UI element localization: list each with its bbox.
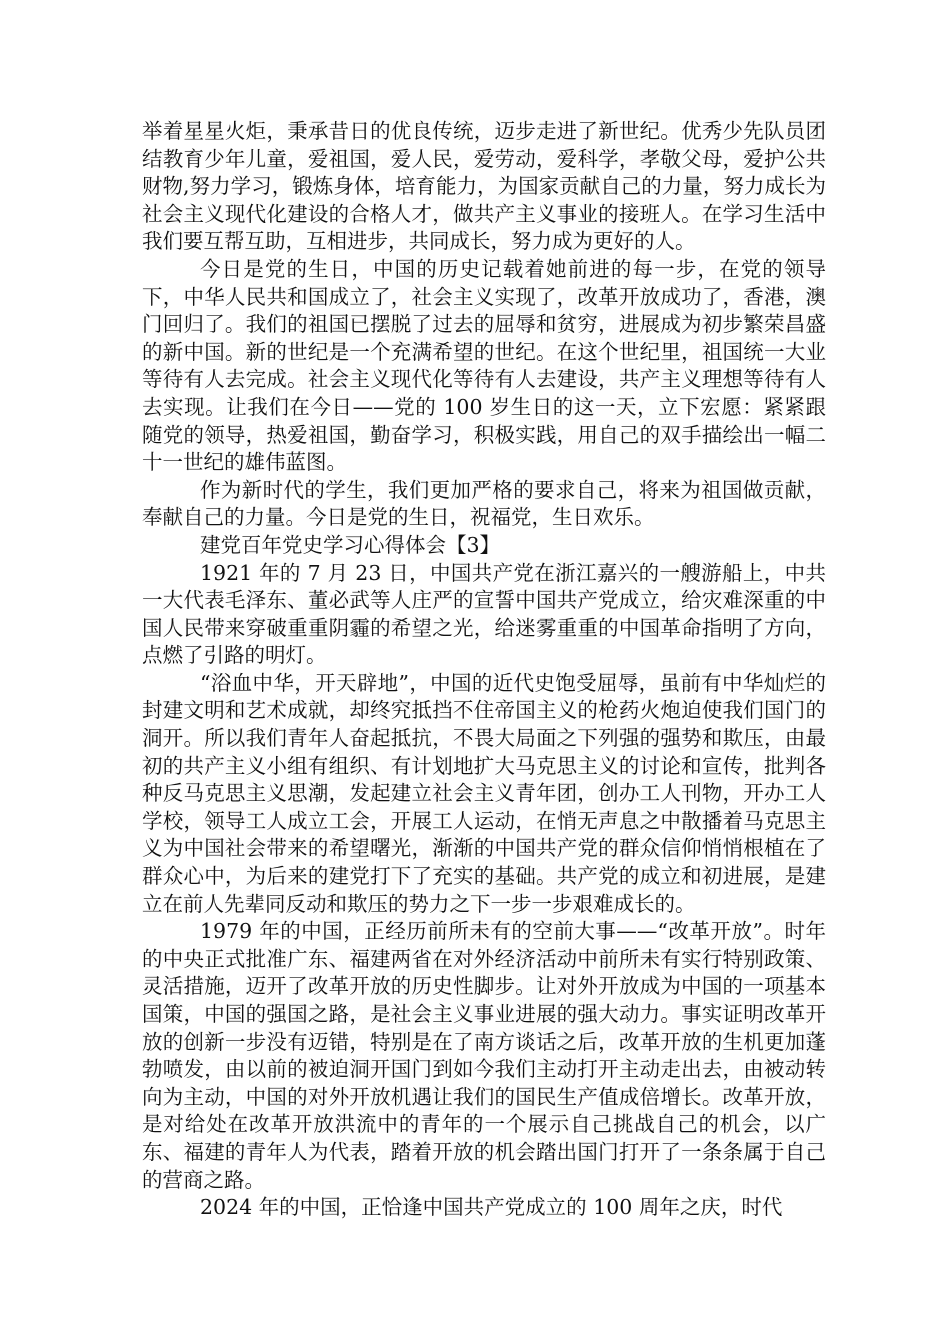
section-heading: 建党百年党史学习心得体会【3】 — [200, 532, 501, 557]
section-paragraph-1: 1921 年的 7 月 23 日，中国共产党在浙江嘉兴的一艘游船上，中共一大代表毛泽东、董必武等人庄严的宣誓中国共产党成立，给灾难深重的中国人民带来穿破重重阴霾的希望之光，给迷雾重重的中国革命指明了方向，点燃了引路的明灯。 — [142, 560, 826, 668]
section-paragraph-4: 2024 年的中国，正恰逢中国共产党成立的 100 周年之庆，时代 — [200, 1195, 783, 1220]
paragraph-2: 今日是党的生日，中国的历史记载着她前进的每一步，在党的领导下，中华人民共和国成立了，社会主义实现了，改革开放成功了，香港，澳门回归了。我们的祖国已摆脱了过去的屈辱和贫穷，进展成为初步繁荣昌盛的新中国。新的世纪是一个充满希望的世纪。在这个世纪里，祖国统一大业等待有人去完成。社会主义现代化等待有人去建设，共产主义理想等待有人去实现。让我们在今日——党的 100 岁生日的这一天，立下宏愿：紧紧跟随党的领导，热爱祖国，勤奋学习，积极实践，用自己的双手描绘出一幅二十一世纪的雄伟蓝图。 — [142, 256, 826, 475]
paragraph-1: 举着星星火炬，秉承昔日的优良传统，迈步走进了新世纪。优秀少先队员团结教育少年儿童，爱祖国，爱人民，爱劳动，爱科学，孝敬父母，爱护公共财物,努力学习，锻炼身体，培育能力，为国家贡献自己的力量，努力成长为社会主义现代化建设的合格人才，做共产主义事业的接班人。在学习生活中我们要互帮互助，互相进步，共同成长，努力成为更好的人。 — [142, 119, 826, 254]
section-paragraph-2: “浴血中华，开天辟地”，中国的近代史饱受屈辱，虽前有中华灿烂的封建文明和艺术成就，却终究抵挡不住帝国主义的枪药火炮迫使我们国门的洞开。所以我们青年人奋起抵抗，不畏大局面之下列强的强势和欺压，由最初的共产主义小组有组织、有计划地扩大马克思主义的讨论和宣传，批判各种反马克思主义思潮，发起建立社会主义青年团，创办工人刊物，开办工人学校，领导工人成立工会，开展工人运动，在悄无声息之中散播着马克思主义为中国社会带来的希望曙光，渐渐的中国共产党的群众信仰悄悄根植在了群众心中，为后来的建党打下了充实的基础。共产党的成立和初进展，是建立在前人先辈同反动和欺压的势力之下一步一步艰难成长的。 — [142, 670, 826, 916]
section-paragraph-3: 1979 年的中国，正经历前所未有的空前大事——“改革开放”。时年的中央正式批准广东、福建两省在对外经济活动中前所未有实行特别政策、灵活措施，迈开了改革开放的历史性脚步。让对外开放成为中国的一项基本国策，中国的强国之路，是社会主义事业进展的强大动力。事实证明改革开放的创新一步没有迈错，特别是在了南方谈话之后，改革开放的生机更加蓬勃喷发，由以前的被迫洞开国门到如今我们主动打开主动走出去，由被动转向为主动，中国的对外开放机遇让我们的国民生产值成倍增长。改革开放，是对给处在改革开放洪流中的青年的一个展示自己挑战自己的机会，以广东、福建的青年人为代表，踏着开放的机会踏出国门打开了一条条属于自己的营商之路。 — [142, 919, 826, 1192]
document-page — [142, 118, 826, 1222]
paragraph-3: 作为新时代的学生，我们更加严格的要求自己，将来为祖国做贡献，奉献自己的力量。今日是党的生日，祝福党，生日欢乐。 — [142, 477, 826, 530]
